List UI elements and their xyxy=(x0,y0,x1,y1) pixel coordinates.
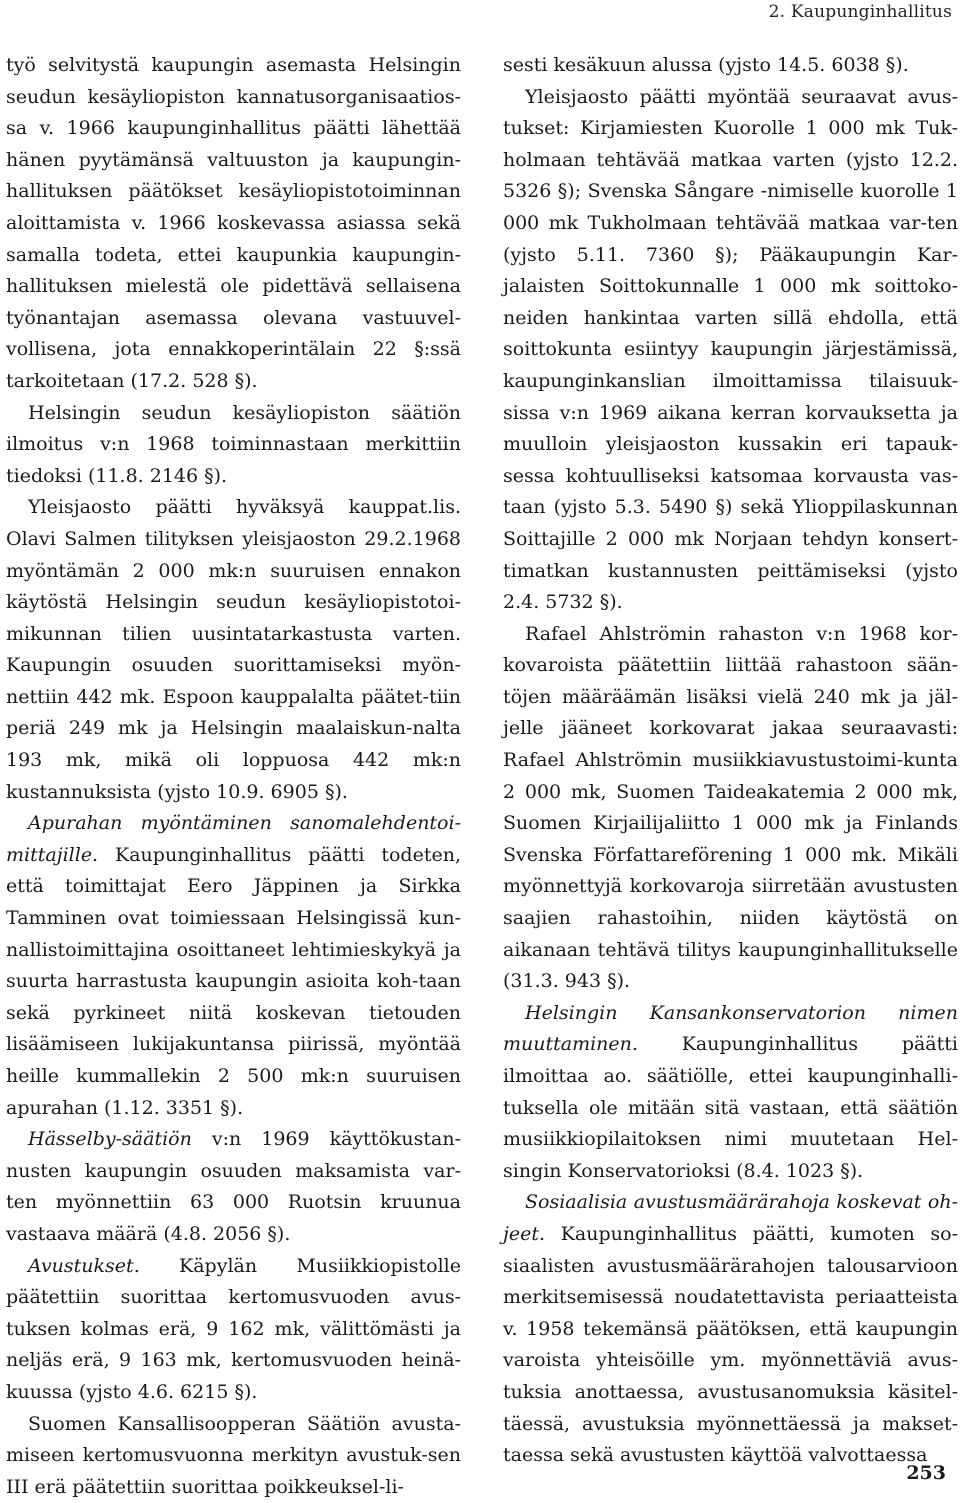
paragraph: työ selvitystä kaupungin asemasta Helsingin seudun kesäyliopiston kannatusorganisaatios-sa v. 1966 kaupunginhallitus päätti lähettää hänen pyytämänsä valtuuston ja kaupungin-hallituksen päätökset kesäyliopistotoiminnan aloittamista v. 1966 koskevassa asiassa sekä samalla todeta, ettei kaupunkia kaupungin-hallituksen mielestä ole pidettävä sellaisena työnantajan asemassa olevana vastuuvel-vollisena, jota ennakkoperintälain 22 §:ssä tarkoitetaan (17.2. 528 §). xyxy=(6,54,461,392)
paragraph: Yleisjaosto päätti hyväksyä kauppat.lis. Olavi Salmen tilityksen yleisjaoston 29.2.1968 myöntämän 2 000 mk:n suuruisen ennakon käytöstä Helsingin seudun kesäyliopistotoi-mikunnan tilien uusintatarkastusta varten. Kaupungin osuuden suorittamiseksi myön-nettiin 442 mk. Espoon kauppalalta päätet-tiin periä 249 mk ja Helsingin maalaiskun-nalta 193 mk, mikä oli loppuosa 442 mk:n kustannuksista (yjsto 10.9. 6905 §). xyxy=(6,496,461,803)
paragraph-text: Käpylän Musiikkiopistolle päätettiin suorittaa kertomusvuoden avus-tuksen kolmas erä, 9 162 mk, välittömästi ja neljäs erä, 9 163 mk, kertomusvuoden heinä-kuussa (yjsto 4.6. 6215 §). xyxy=(6,1254,461,1403)
right-column xyxy=(503,50,958,1472)
page-number: 253 xyxy=(906,1462,946,1484)
paragraph: Suomen Kansallisoopperan Säätiön avusta-miseen kertomusvuonna merkityn avustuk-sen III erä päätettiin suorittaa poikkeuksel-li- xyxy=(6,1412,461,1498)
paragraph-text: Kaupunginhallitus päätti, kumoten so-siaalisten avustusmäärärahojen talousarvioon merkitsemisessä noudatettavista periaatteista v. 1958 tekemänsä päätöksen, että kaupungin varoista yhteisöille ym. myönnettäviä avus-tuksia anottaessa, avustusanomuksia käsitel-täessä, avustuksia myönnettäessä ja makset-taessa sekä avustusten käyttöä valvottaessa xyxy=(503,1222,958,1467)
section-heading: Apurahan myöntäminen sanomalehdentoi-mittajille. xyxy=(6,812,461,866)
paragraph: sesti kesäkuun alussa (yjsto 14.5. 6038 §). xyxy=(503,54,909,76)
paragraph: Helsingin seudun kesäyliopiston säätiön ilmoitus v:n 1968 toiminnastaan merkittiin tiedoksi (11.8. 2146 §). xyxy=(6,401,461,487)
section-heading: Avustukset. xyxy=(28,1254,140,1277)
paragraph xyxy=(6,1251,461,1409)
paragraph: Rafael Ahlströmin rahaston v:n 1968 kor-kovaroista päätettiin liittää rahastoon sään-töjen määräämän lisäksi vielä 240 mk ja jäl-jelle jääneet korkovarat jakaa seuraavasti: Rafael Ahlströmin musiikkiavustustoimi-kunta 2 000 mk, Suomen Taideakatemia 2 000 mk, Suomen Kirjailijaliitto 1 000 mk ja Finlands Svenska Författareförening 1 000 mk. Mikäli myönnettyjä korkovaroja siirretään avustusten saajien rahastoihin, niiden käytöstä on aikanaan tehtävä tilitys kaupunginhallitukselle (31.3. 943 §). xyxy=(503,622,958,993)
section-heading: Helsingin Kansankonservatorion nimen muuttaminen. xyxy=(503,1001,958,1056)
left-column xyxy=(6,50,461,1503)
paragraph-text: v:n 1969 käyttökustan-nusten kaupungin osuuden maksamista var-ten myönnettiin 63 000 Ruotsin kruunua vastaava määrä (4.8. 2056 §). xyxy=(6,1128,461,1245)
paragraph-text: Kaupunginhallitus päätti todeten, että toimittajat Eero Jäppinen ja Sirkka Tamminen ovat toimiessaan Helsingissä kun-nallistoimittajina osoittaneet lehtimieskykyä ja suurta harrastusta kaupungin asioita koh-taan sekä pyrkineet niitä koskevan tietouden lisäämiseen lukijakuntansa piirissä, myöntää heille kummallekin 2 500 mk:n suuruisen apurahan (1.12. 3351 §). xyxy=(6,843,461,1119)
paragraph xyxy=(503,1187,958,1471)
running-head: 2. Kaupunginhallitus xyxy=(768,2,952,22)
paragraph-text: Kaupunginhallitus päätti ilmoittaa ao. säätiölle, ettei kaupunginhalli-tuksella ole mitään sitä vastaan, että säätiön musiikkiopilaitoksen nimi muutetaan Hel-singin Konservatorioksi (8.4. 1023 §). xyxy=(503,1033,958,1182)
paragraph xyxy=(6,808,461,1124)
section-heading: Sosiaalisia avustusmäärärahoja koskevat oh-jeet. xyxy=(503,1191,958,1245)
paragraph xyxy=(503,998,958,1188)
paragraph: Yleisjaosto päätti myöntää seuraavat avus-tukset: Kirjamiesten Kuorolle 1 000 mk Tuk-holmaan tehtävää matkaa varten (yjsto 12.2. 5326 §); Svenska Sångare -nimiselle kuorolle 1 000 mk Tukholmaan tehtävää matkaa var-ten (yjsto 5.11. 7360 §); Pääkaupungin Kar-jalaisten Soittokunnalle 1 000 mk soittoko-neiden hankintaa varten sillä ehdolla, että soittokunta esiintyy kaupungin järjestämissä, kaupunginkanslian ilmoittamissa tilaisuuk-sissa v:n 1969 aikana kerran korvauksetta ja muulloin yleisjaoston kussakin eri tapauk-sessa kohtuulliseksi katsomaa korvausta vas-taan (yjsto 5.3. 5490 §) sekä Ylioppilaskunnan Soittajille 2 000 mk Norjaan tehdyn konsert-timatkan kustannusten peittämiseksi (yjsto 2.4. 5732 §). xyxy=(503,85,958,614)
paragraph xyxy=(6,1124,461,1250)
section-heading: Hässelby-säätiön xyxy=(28,1128,192,1151)
